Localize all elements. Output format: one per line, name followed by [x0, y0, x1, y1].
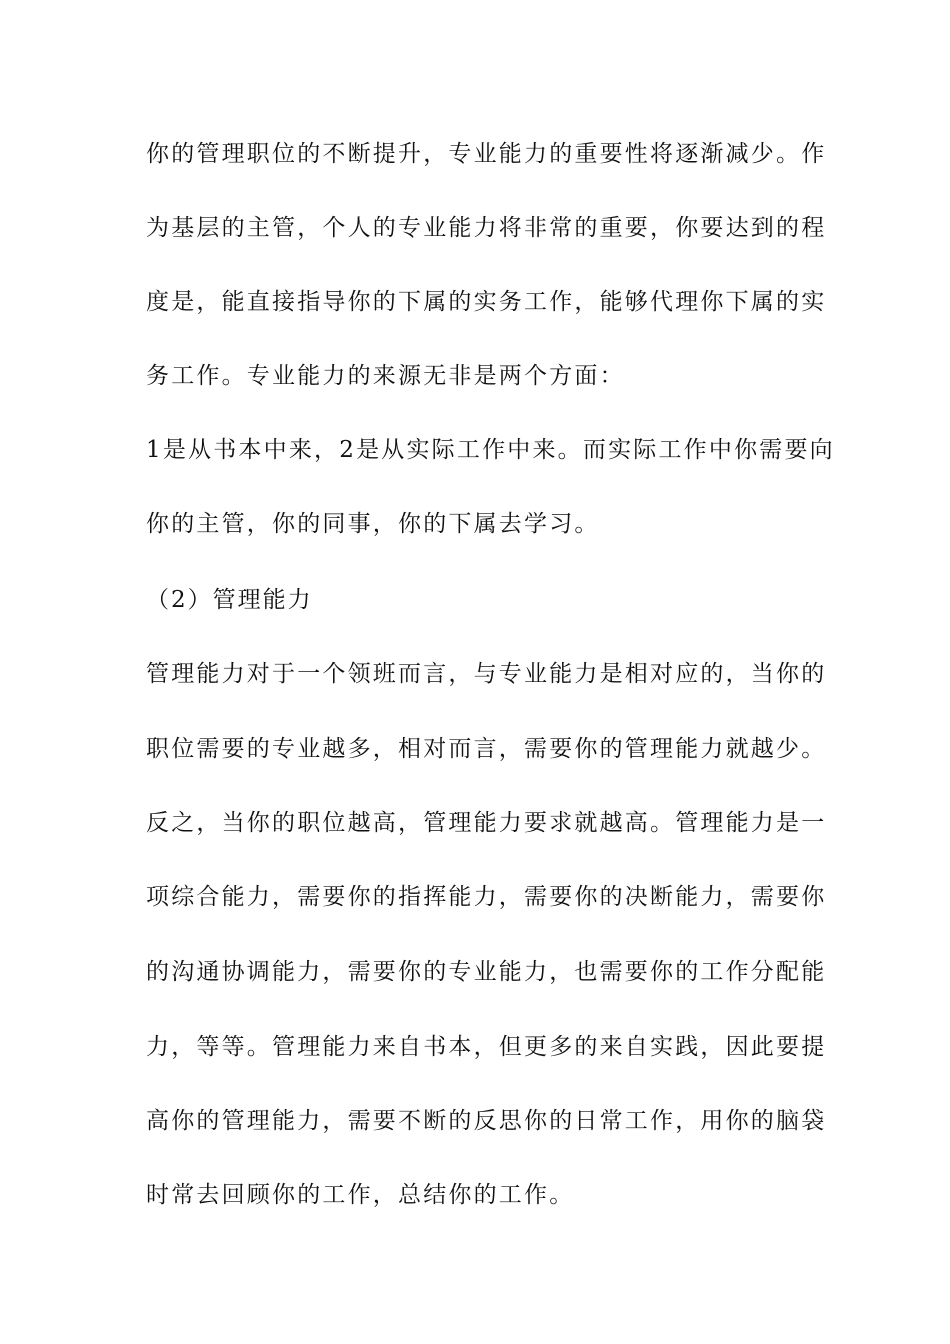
paragraph-line: 职位需要的专业越多，相对而言，需要你的管理能力就越少。 — [146, 736, 827, 762]
paragraph-line: 度是，能直接指导你的下属的实务工作，能够代理你下属的实 — [146, 289, 827, 315]
paragraph-line: 你的主管，你的同事，你的下属去学习。 — [146, 511, 600, 537]
paragraph-line: 为基层的主管，个人的专业能力将非常的重要，你要达到的程 — [146, 215, 827, 241]
paragraph-line: 的沟通协调能力，需要你的专业能力，也需要你的工作分配能 — [146, 959, 827, 985]
section-heading: （2）管理能力 — [146, 587, 313, 613]
paragraph-line: 力，等等。管理能力来自书本，但更多的来自实践，因此要提 — [146, 1034, 827, 1060]
paragraph-line: 你的管理职位的不断提升，专业能力的重要性将逐渐减少。作 — [146, 141, 827, 167]
paragraph-line: 管理能力对于一个领班而言，与专业能力是相对应的，当你的 — [146, 661, 827, 687]
paragraph-line: 项综合能力，需要你的指挥能力，需要你的决断能力，需要你 — [146, 884, 827, 910]
paragraph-line: 务工作。专业能力的来源无非是两个方面： — [146, 363, 625, 389]
paragraph-line: 高你的管理能力，需要不断的反思你的日常工作，用你的脑袋 — [146, 1108, 827, 1134]
paragraph-line: 时常去回顾你的工作，总结你的工作。 — [146, 1182, 575, 1208]
paragraph-line: 1是从书本中来，2是从实际工作中来。而实际工作中你需要向 — [146, 437, 835, 463]
paragraph-line: 反之，当你的职位越高，管理能力要求就越高。管理能力是一 — [146, 810, 827, 836]
